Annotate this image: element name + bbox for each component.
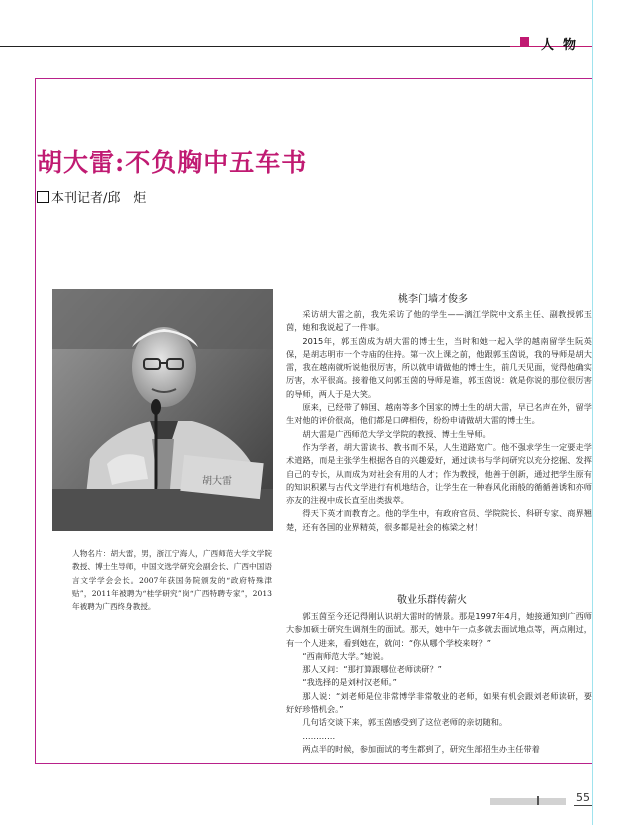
section-heading: 敬业乐群传薪火 [397,595,467,606]
section-heading: 桃李门墙才俊多 [398,294,468,305]
portrait-photo [52,289,273,531]
byline-box-icon [37,191,49,203]
paragraph: 采访胡大雷之前，我先采访了他的学生——漓江学院中文系主任、副教授郭玉茵，她和我说起了一件事。 [286,309,592,333]
nameplate-text: 胡大雷 [202,476,232,487]
page-footer-bar [490,798,566,805]
byline [37,187,146,206]
page-footer-tick [537,796,539,805]
section-marker-square [520,37,529,46]
body-column-section-2 [286,610,592,785]
paragraph: 胡大雷是广西师范大学文学院的教授、博士生导师。 [302,428,491,439]
paragraph: 2015年，郭玉茵成为胡大雷的博士生，当时和她一起入学的越南留学生阮英保，是胡志明市一个寺庙的住持。第一次上课之前，他跟郭玉茵说，我的导师是胡大雷，我在越南就听说他很厉害，所以就申请做他的博士生，前几天见面，觉得他确实厉害，水平很高。接着他又问郭玉茵的导师是谁，郭玉茵说：就是你说的那位很厉害的导师，两人于是大笑。 [286,335,592,399]
article-title: 胡大雷:不负胸中五车书 [37,148,308,177]
paragraph: 几句话交谈下来，郭玉茵感受到了这位老师的亲切随和。 [302,717,508,728]
paragraph: 那人又问：“那打算跟哪位老师读研？” [302,664,442,675]
page-number: 55 [576,791,590,804]
byline-text: 本刊记者/邱 炬 [51,191,147,206]
portrait-photo-illustration [52,289,273,531]
paragraph: ………… [302,730,336,741]
crop-guide-line [592,0,593,825]
page-number-rule [574,805,592,806]
paragraph: “我选择的是刘村汉老师。” [302,677,397,688]
person-card-caption: 人物名片：胡大雷，男，浙江宁海人，广西师范大学文学院教授、博士生导师，中国文选学研究会副会长、广西中国语言文学学会会长。2007年获国务院颁发的“政府特殊津贴”，2011年被聘为“桂学研究”岗“广西特聘专家”，2013年被聘为广西终身教授。 [72,549,272,612]
body-column-section-1 [286,308,592,588]
paragraph: 两点半的时候，参加面试的考生都到了，研究生部招生办主任带着 [302,743,540,754]
header-rule [0,46,510,47]
section-label: 人物 [541,38,586,53]
paragraph: 作为学者，胡大雷读书、教书而不呆，人生道路宽广。他不强求学生一定要走学术道路，而是主张学生根据各自的兴趣爱好，通过读书与学问研究以充分挖掘、发挥自己的专长，从而成为对社会有用的人才；作为教授，他善于创新，通过把学生原有的知识积累与古代文学进行有机地结合，让学生在一种春风化雨般的循循善诱和亦师亦友的注视中成长直至出类拔萃。 [286,441,592,506]
paragraph: “西南师范大学。”她说。 [302,650,389,661]
paragraph: 那人说：“刘老师是位非常博学非常敬业的老师，如果有机会跟刘老师读研，要好好珍惜机会。” [286,690,592,715]
paragraph: 得天下英才而教育之。他的学生中，有政府官员、学院院长、科研专家、商界翘楚，还有各国的业界精英，很多都是社会的栋梁之材！ [286,508,592,532]
paragraph: 郭玉茵至今还记得刚认识胡大雷时的情景。那是1997年4月，她接通知到广西师大参加硕士研究生调剂生的面试。那天，她中午一点多就去面试地点等，两点刚过，有一个人进来，看到她在，就问：“你从哪个学校来呀？” [286,611,592,648]
paragraph: 原来，已经带了韩国、越南等多个国家的博士生的胡大雷，早已名声在外，留学生对他的评价很高，他们都是口碑相传，纷纷申请做胡大雷的博士生。 [286,402,592,426]
